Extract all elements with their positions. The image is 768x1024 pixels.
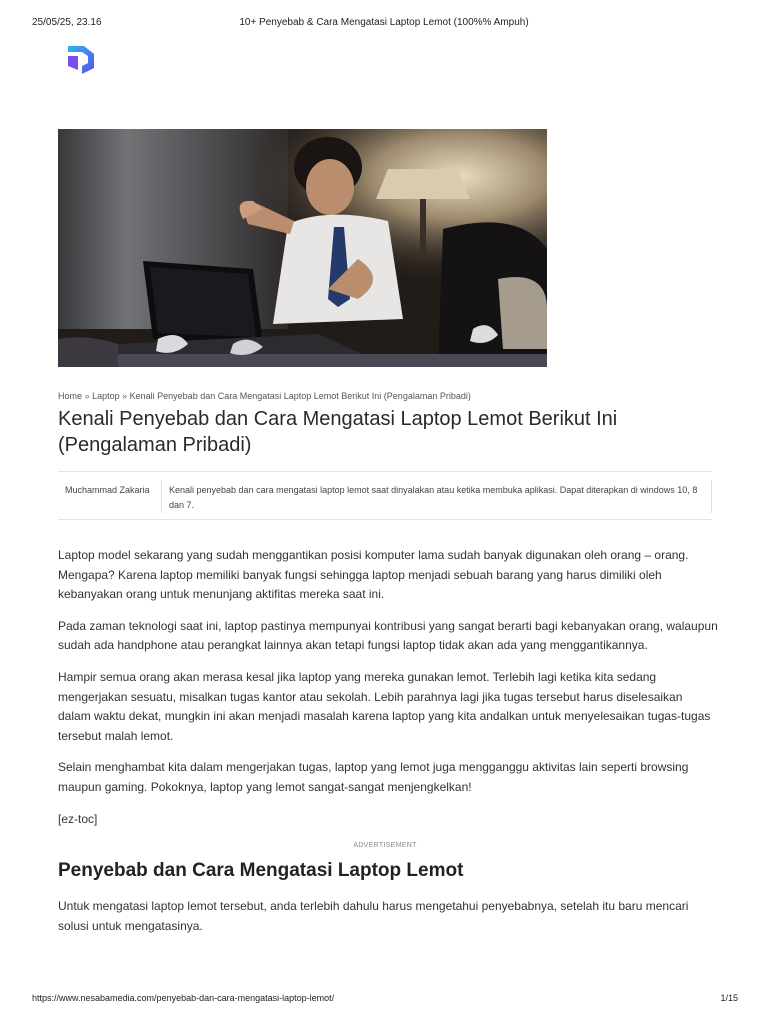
breadcrumb-separator: » bbox=[84, 391, 90, 401]
advertisement-label: ADVERTISEMENT bbox=[353, 842, 417, 850]
print-url: https://www.nesabamedia.com/penyebab-dan-cara-mengatasi-laptop-lemot/ bbox=[32, 993, 335, 1003]
breadcrumb-home[interactable]: Home bbox=[58, 391, 83, 401]
section-heading: Penyebab dan Cara Mengatasi Laptop Lemot bbox=[58, 860, 464, 882]
print-page-number: 1/15 bbox=[720, 993, 738, 1003]
hero-image bbox=[58, 129, 547, 367]
toc-shortcode: [ez-toc] bbox=[58, 811, 98, 826]
print-page-title: 10+ Penyebab & Cara Mengatasi Laptop Lemot (100%% Ampuh) bbox=[239, 17, 529, 28]
article-summary: Kenali penyebab dan cara mengatasi laptop lemot saat dinyalakan atau ketika membuka aplikasi. Dapat diterapkan di windows 10, 8 dan 7. bbox=[169, 485, 698, 510]
article-body bbox=[58, 546, 718, 948]
paragraph: Selain menghambat kita dalam mengerjakan tugas, laptop yang lemot juga mengganggu aktivitas lain seperti browsing maupun gaming. Pokoknya, laptop yang lemot sangat-sangat menjengkelkan! bbox=[58, 760, 689, 794]
article-title: Kenali Penyebab dan Cara Mengatasi Laptop Lemot Berikut Ini (Pengalaman Pribadi) bbox=[58, 408, 618, 456]
meta-divider bbox=[161, 480, 162, 513]
print-header bbox=[0, 17, 768, 31]
breadcrumb bbox=[58, 391, 471, 401]
breadcrumb-separator: » bbox=[122, 391, 128, 401]
print-datetime: 25/05/25, 23.16 bbox=[32, 17, 102, 28]
print-footer bbox=[0, 993, 768, 1007]
paragraph: Laptop model sekarang yang sudah menggantikan posisi komputer lama sudah banyak digunakan oleh orang – orang. Mengapa? Karena laptop memiliki banyak fungsi sehingga laptop menjadi sebuah barang yang harus dimiliki oleh kebanyakan orang untuk menunjang aktifitas mereka saat ini. bbox=[58, 548, 689, 602]
breadcrumb-current: Kenali Penyebab dan Cara Mengatasi Laptop Lemot Berikut Ini (Pengalaman Pribadi) bbox=[129, 391, 471, 401]
nesabamedia-logo-icon[interactable] bbox=[64, 40, 100, 76]
author-name[interactable]: Muchammad Zakaria bbox=[65, 485, 150, 495]
article-meta bbox=[58, 471, 712, 520]
paragraph: Pada zaman teknologi saat ini, laptop pastinya mempunyai kontribusi yang sangat berarti bagi kebanyakan orang, walaupun sudah ada handphone atau perangkat lainnya akan tetapi fungsi laptop tidak akan ada yang menggantikannya. bbox=[58, 618, 718, 653]
breadcrumb-laptop[interactable]: Laptop bbox=[92, 391, 120, 401]
paragraph: Untuk mengatasi laptop lemot tersebut, anda terlebih dahulu harus mengetahui penyebabnya, setelah itu baru mencari solusi untuk mengatasinya. bbox=[58, 899, 689, 933]
meta-divider bbox=[711, 480, 712, 513]
paragraph: Hampir semua orang akan merasa kesal jika laptop yang mereka gunakan lemot. Terlebih lagi ketika kita sedang mengerjakan sesuatu, misalkan tugas kantor atau sekolah. Lebih parahnya lagi jika tugas tersebut harus diselesaikan dalam waktu dekat, mungkin ini akan menjadi masalah karena laptop yang kita andalkan untuk menyelesaikan tugas-tugas tersebut malah lemot. bbox=[58, 669, 711, 743]
